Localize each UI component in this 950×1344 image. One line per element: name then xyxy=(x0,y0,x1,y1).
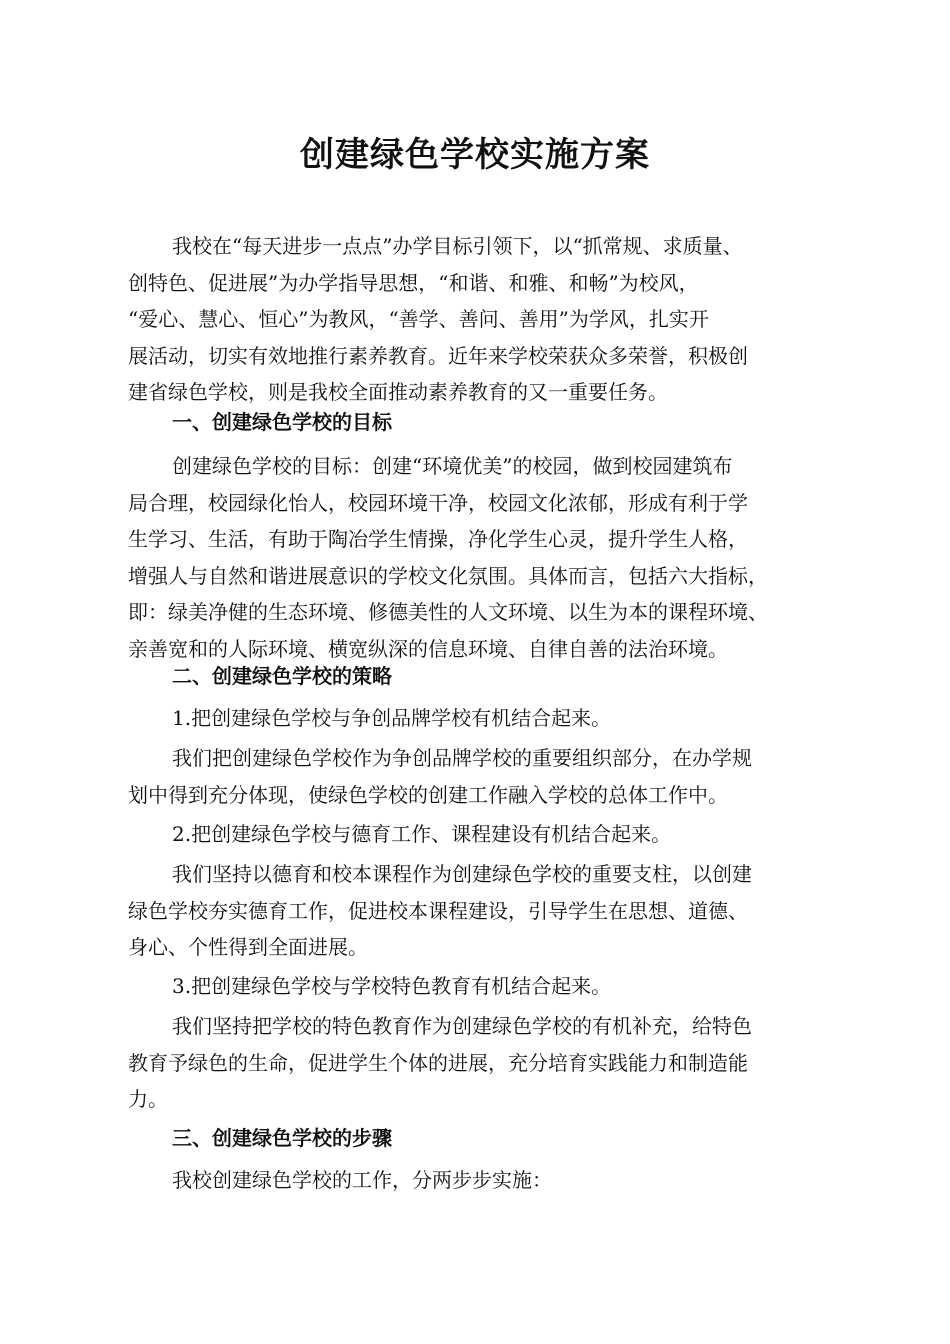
list-item-title: 3.把创建绿色学校与学校特色教育有机结合起来。 xyxy=(172,974,612,998)
paragraph-line: 生学习、生活，有助于陶冶学生情操，净化学生心灵，提升学生人格， xyxy=(128,527,748,551)
section-1-paragraph xyxy=(128,448,828,667)
section-3 xyxy=(128,1120,828,1157)
section-2 xyxy=(128,658,828,695)
section-heading: 三、创建绿色学校的步骤 xyxy=(172,1126,392,1150)
paragraph-line: 即：绿美净健的生态环境、修德美性的人文环境、以生为本的课程环境、 xyxy=(128,600,768,624)
intro-paragraph xyxy=(128,228,828,411)
paragraph-line: 我们把创建绿色学校作为争创品牌学校的重要组织部分，在办学规 xyxy=(172,746,752,770)
strategy-item-1-paragraph xyxy=(128,740,828,813)
strategy-item-1-title xyxy=(128,700,828,737)
paragraph-line: 我们坚持把学校的特色教育作为创建绿色学校的有机补充，给特色 xyxy=(172,1014,752,1038)
paragraph-line: 展活动，切实有效地推行素养教育。近年来学校荣获众多荣誉，积极创 xyxy=(128,343,748,368)
paragraph-line: 我们坚持以德育和校本课程作为创建绿色学校的重要支柱，以创建 xyxy=(172,862,752,886)
paragraph-line: “爱心、慧心、恒心”为教风，“善学、善问、善用”为学风，扎实开 xyxy=(128,307,709,331)
list-item-title: 1.把创建绿色学校与争创品牌学校有机结合起来。 xyxy=(172,706,612,730)
paragraph-line: 增强人与自然和谐进展意识的学校文化氛围。具体而言，包括六大指标， xyxy=(128,563,768,588)
paragraph-line: 创建绿色学校的目标：创建“环境优美”的校园，做到校园建筑布 xyxy=(172,454,733,478)
document-title: 创建绿色学校实施方案 xyxy=(300,135,650,175)
list-item-title: 2.把创建绿色学校与德育工作、课程建设有机结合起来。 xyxy=(172,822,672,846)
paragraph-line: 绿色学校夯实德育工作，促进校本课程建设，引导学生在思想、道德、 xyxy=(128,898,748,923)
paragraph-line: 力。 xyxy=(128,1087,168,1111)
paragraph-line: 我校创建绿色学校的工作，分两步步实施： xyxy=(172,1168,552,1192)
strategy-item-2-paragraph xyxy=(128,856,828,966)
paragraph-line: 创特色、促进展”为办学指导思想，“和谐、和雅、和畅”为校风， xyxy=(128,270,699,295)
paragraph-line: 教育予绿色的生命，促进学生个体的进展，充分培育实践能力和制造能 xyxy=(128,1050,748,1075)
section-1 xyxy=(128,404,828,441)
section-3-paragraph xyxy=(128,1162,828,1199)
paragraph-line: 我校在“每天进步一点点”办学目标引领下，以“抓常规、求质量、 xyxy=(172,234,743,258)
section-heading: 一、创建绿色学校的目标 xyxy=(172,410,392,434)
paragraph-line: 亲善宽和的人际环境、横宽纵深的信息环境、自律自善的法治环境。 xyxy=(128,636,728,661)
strategy-item-3-title xyxy=(128,968,828,1005)
paragraph-line: 局合理，校园绿化怡人，校园环境干净，校园文化浓郁，形成有利于学 xyxy=(128,490,748,515)
strategy-item-3-paragraph xyxy=(128,1008,828,1118)
section-heading: 二、创建绿色学校的策略 xyxy=(172,664,392,688)
strategy-item-2-title xyxy=(128,816,828,853)
paragraph-line: 划中得到充分体现，使绿色学校的创建工作融入学校的总体工作中。 xyxy=(128,782,728,807)
paragraph-line: 建省绿色学校，则是我校全面推动素养教育的又一重要任务。 xyxy=(128,380,668,404)
paragraph-line: 身心、个性得到全面进展。 xyxy=(128,935,368,959)
